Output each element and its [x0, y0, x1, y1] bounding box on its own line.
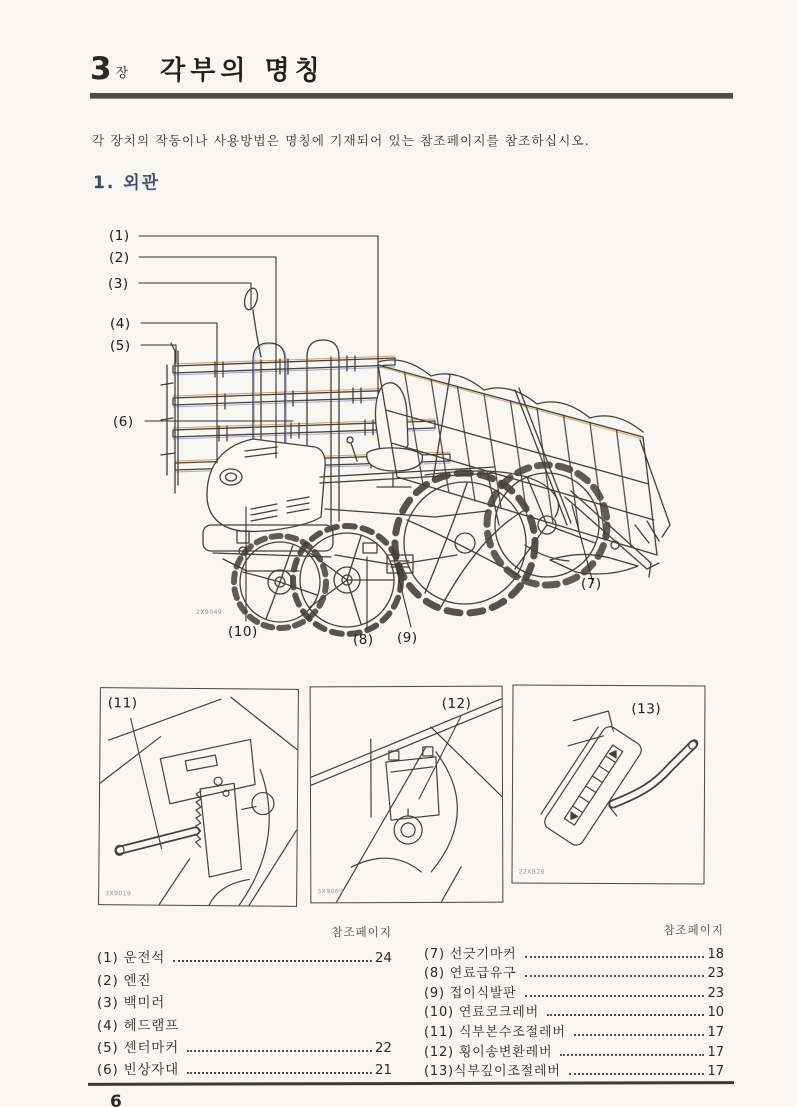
parts-list-item [424, 1060, 724, 1080]
chapter-header [90, 50, 325, 87]
figure-code: 3X9019 [105, 890, 132, 898]
part-name: (7) 선긋기마커 [424, 946, 517, 962]
reference-page-number: 23 [707, 985, 724, 1001]
planting-quantity-lever-illustration [99, 688, 298, 906]
reference-page-number: 10 [707, 1005, 724, 1021]
section-title: 1. 외관 [93, 173, 161, 193]
parts-list-item [97, 966, 392, 988]
reference-page-number: 24 [374, 950, 392, 967]
part-name: (10) 연료코크레버 [424, 1005, 539, 1021]
parts-list-item [97, 1011, 392, 1033]
dot-leader [525, 956, 705, 958]
callout-10: (10) [228, 624, 258, 640]
reference-page-header: 참조페이지 [331, 925, 392, 939]
callout-5: (5) [110, 338, 131, 354]
rear-left-wheel [395, 473, 535, 613]
figure-code: 2X9049 [196, 609, 223, 616]
part-name: (11) 식부본수조절레버 [424, 1024, 566, 1040]
parts-list-left [97, 924, 392, 1078]
callout-3: (3) [108, 276, 129, 292]
reference-page-number: 18 [707, 946, 724, 962]
side-marker-shape [565, 491, 659, 577]
parts-list-right [424, 922, 724, 1079]
part-name: (12) 횡이송변환레버 [424, 1044, 553, 1060]
parts-list-item [97, 944, 392, 966]
intro-text: 각 장치의 작동이나 사용방법은 명칭에 기재되어 있는 참조페이지를 참조하십시오. [92, 133, 590, 148]
callout-1: (1) [109, 228, 130, 244]
parts-list-item [424, 981, 724, 1001]
callout-8: (8) [353, 632, 374, 648]
chapter-suffix: 장 [115, 66, 129, 81]
parts-list-item [424, 942, 724, 962]
reference-page-number: 23 [707, 966, 724, 982]
callout-2: (2) [109, 250, 130, 266]
hood-shape [203, 439, 333, 571]
detail-box-12 [310, 686, 504, 904]
parts-list-item [97, 989, 392, 1011]
reference-page-header: 참조페이지 [663, 923, 724, 937]
dot-leader [525, 975, 705, 977]
parts-list-item [424, 1040, 724, 1060]
machine-exterior-diagram [95, 225, 675, 668]
page-number: 6 [110, 1092, 122, 1107]
callout-7: (7) [581, 576, 602, 592]
dot-leader [173, 960, 372, 962]
parts-list-item [97, 1034, 392, 1056]
callout-4: (4) [110, 316, 131, 332]
callout-6: (6) [113, 414, 134, 430]
figure-code: 3X9069 [317, 888, 344, 896]
reference-page-number: 21 [374, 1062, 392, 1079]
part-name: (9) 접이식발판 [424, 985, 517, 1001]
reference-page-number: 17 [707, 1024, 724, 1040]
chapter-number: 3 [90, 51, 113, 87]
reference-page-number: 17 [707, 1064, 724, 1080]
part-name: (13)식부깊이조절레버 [424, 1064, 561, 1080]
front-left-wheel [234, 536, 326, 628]
callout-11: (11) [107, 695, 138, 712]
parts-list-item [424, 1020, 724, 1040]
callout-13: (13) [631, 701, 662, 718]
page-title: 각부의 명칭 [160, 56, 325, 86]
callout-9: (9) [397, 630, 418, 646]
parts-list-item [97, 1056, 392, 1078]
planting-depth-lever-illustration [512, 686, 704, 884]
parts-list-item [424, 962, 724, 982]
part-name: (6) 빈상자대 [97, 1062, 179, 1079]
dot-leader [574, 1034, 705, 1036]
parts-rows [97, 944, 392, 1078]
detail-box-13 [511, 684, 705, 884]
parts-rows [424, 942, 724, 1079]
dot-leader [525, 995, 705, 997]
dot-leader [569, 1073, 705, 1075]
rice-transplanter-illustration [95, 225, 675, 668]
dot-leader [547, 1014, 704, 1016]
dot-leader [187, 1072, 372, 1074]
part-name: (5) 센터마커 [97, 1039, 179, 1056]
part-name: (2) 엔진 [97, 972, 152, 989]
bottom-rule [88, 1081, 734, 1086]
part-name: (3) 백미러 [97, 995, 166, 1012]
reference-page-number: 17 [707, 1044, 724, 1060]
part-name: (4) 헤드램프 [97, 1017, 179, 1034]
mirror-shape [242, 287, 261, 357]
callout-12: (12) [441, 695, 472, 712]
dot-leader [560, 1054, 704, 1056]
front-right-wheel [293, 526, 401, 634]
detail-box-11 [98, 687, 299, 907]
header-rule [90, 93, 733, 98]
parts-list-item [424, 1001, 724, 1021]
part-name: (8) 연료급유구 [424, 966, 517, 982]
figure-code: 22XB26 [518, 868, 546, 876]
lateral-feed-lever-illustration [311, 687, 503, 903]
part-name: (1) 운전석 [97, 950, 166, 967]
dot-leader [187, 1050, 372, 1052]
reference-page-number: 22 [374, 1039, 392, 1056]
